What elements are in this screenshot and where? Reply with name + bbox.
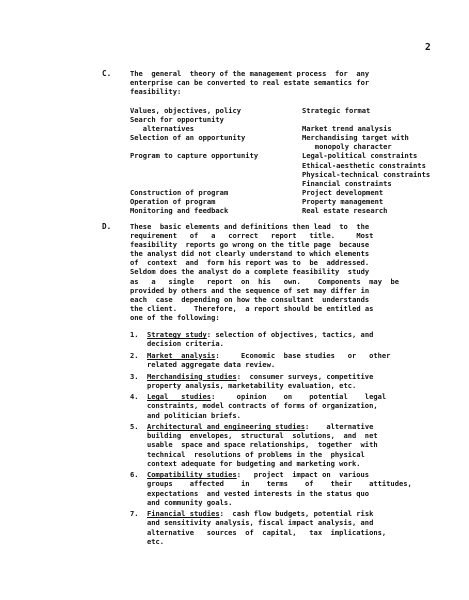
item-description-line: and sensitivity analysis, fiscal impact analysis, and xyxy=(147,518,374,528)
item-description-line: decision criteria. xyxy=(147,339,224,349)
page-number: 2 xyxy=(425,42,431,53)
item-title: Market analysis xyxy=(147,350,216,360)
management-step: Values, objectives, policy xyxy=(130,106,242,115)
item-description-line: property analysis, marketability evaluation, etc. xyxy=(147,380,357,390)
item-description-line: usable space and space relationships, together with xyxy=(147,440,378,450)
report-type-item xyxy=(130,422,378,467)
section-d-paragraph-line: the analyst did not clearly understand to which elements xyxy=(130,249,370,259)
report-type-item xyxy=(130,509,386,545)
section-d-paragraph-line: requirement of a correct report title. Most xyxy=(130,231,374,241)
section-c-intro-line: feasibility: xyxy=(130,87,182,97)
item-title: Architectural and engineering studies xyxy=(147,422,306,432)
item-title: Compatibility studies xyxy=(147,470,237,480)
item-title: Merchandising studies xyxy=(147,371,237,381)
report-type-item xyxy=(130,330,373,348)
real-estate-term: Market trend analysis xyxy=(302,124,392,134)
management-step: Program to capture opportunity xyxy=(130,151,259,161)
item-title: Legal studies xyxy=(147,392,212,402)
item-number: 4. xyxy=(130,392,139,402)
section-c-intro xyxy=(130,69,369,96)
management-step: alternatives xyxy=(130,124,195,134)
management-step: Selection of an opportunity xyxy=(130,133,246,143)
item-number: 5. xyxy=(130,422,139,432)
item-description-line: related aggregate data review. xyxy=(147,359,276,369)
section-d-paragraph-line: each case depending on how the consultant understands xyxy=(130,294,370,304)
item-description-line: constraints, model contracts of forms of organization, xyxy=(147,401,378,411)
item-number: 7. xyxy=(130,509,139,519)
item-number: 1. xyxy=(130,330,139,339)
report-type-item xyxy=(130,372,373,390)
section-d-paragraph-line: the client. Therefore, a report should be entitled as xyxy=(130,303,374,313)
real-estate-term: Legal-political constraints xyxy=(302,151,418,161)
real-estate-term: Project development xyxy=(302,187,384,197)
real-estate-term: Physical-technical constraints xyxy=(302,169,431,179)
section-d-paragraph-line: feasibility reports go wrong on the title page because xyxy=(130,240,370,250)
section-d-paragraph-line: as a single report on his own. Components may be xyxy=(130,276,400,286)
section-d-paragraph-line: of context and form his report was to be addressed. xyxy=(130,258,370,268)
item-description: : consumer surveys, competitive xyxy=(236,371,374,381)
report-type-item xyxy=(130,470,412,506)
management-step: Search for opportunity xyxy=(130,115,224,125)
real-estate-term: Merchandising target with xyxy=(302,133,409,143)
section-d-paragraph xyxy=(130,222,399,322)
section-d-label: D. xyxy=(102,222,112,231)
item-description: : Economic base studies or other xyxy=(215,350,391,360)
item-description-line: and politician briefs. xyxy=(147,410,241,420)
item-description-line: etc. xyxy=(147,536,165,546)
section-d-paragraph-line: Seldom does the analyst do a complete feasibility study xyxy=(130,267,370,277)
management-step: Operation of program xyxy=(130,196,216,206)
real-estate-term: Financial constraints xyxy=(302,178,392,188)
item-description: : alternative xyxy=(305,422,374,432)
real-estate-term: Real estate research xyxy=(302,206,388,216)
item-title: Financial studies xyxy=(147,509,220,519)
real-estate-term: monopoly character xyxy=(302,142,392,152)
section-d-paragraph-line: provided by others and the sequence of set may differ in xyxy=(130,285,370,295)
item-number: 2. xyxy=(130,350,139,360)
management-step: Construction of program xyxy=(130,187,229,197)
item-description: : project impact on various xyxy=(236,470,370,480)
report-type-item xyxy=(130,392,386,419)
item-description-line: and community goals. xyxy=(147,497,233,507)
item-description: : cash flow budgets, potential risk xyxy=(219,509,374,519)
section-d-paragraph-line: one of the following: xyxy=(130,312,220,322)
section-c-intro-line: enterprise can be converted to real estate semantics for xyxy=(130,78,370,88)
item-number: 6. xyxy=(130,470,139,480)
item-description-line: technical resolutions of problems in the physical xyxy=(147,449,365,459)
item-description: : opinion on potential legal xyxy=(211,392,387,402)
item-description: : selection of objectives, tactics, and xyxy=(206,330,374,339)
section-c-label: C. xyxy=(102,69,112,78)
real-estate-term: Ethical-aesthetic constraints xyxy=(302,160,426,170)
management-step: Monitoring and feedback xyxy=(130,206,229,216)
item-description-line: building envelopes, structural solutions, and net xyxy=(147,431,378,441)
item-description-line: alternative sources of capital, tax implications, xyxy=(147,527,387,537)
item-description-line: expectations and vested interests in the status quo xyxy=(147,488,370,498)
real-estate-term: Property management xyxy=(302,196,384,206)
item-description-line: context adequate for budgeting and marketing work. xyxy=(147,458,361,468)
report-type-item xyxy=(130,351,390,369)
item-description-line: groups affected in terms of their attitudes, xyxy=(147,479,412,489)
section-d-paragraph-line: These basic elements and definitions then lead to the xyxy=(130,222,370,231)
item-title: Strategy study xyxy=(147,330,207,339)
item-number: 3. xyxy=(130,371,139,381)
section-c-intro-line: The general theory of the management process for any xyxy=(130,69,370,78)
real-estate-term: Strategic format xyxy=(302,106,371,115)
